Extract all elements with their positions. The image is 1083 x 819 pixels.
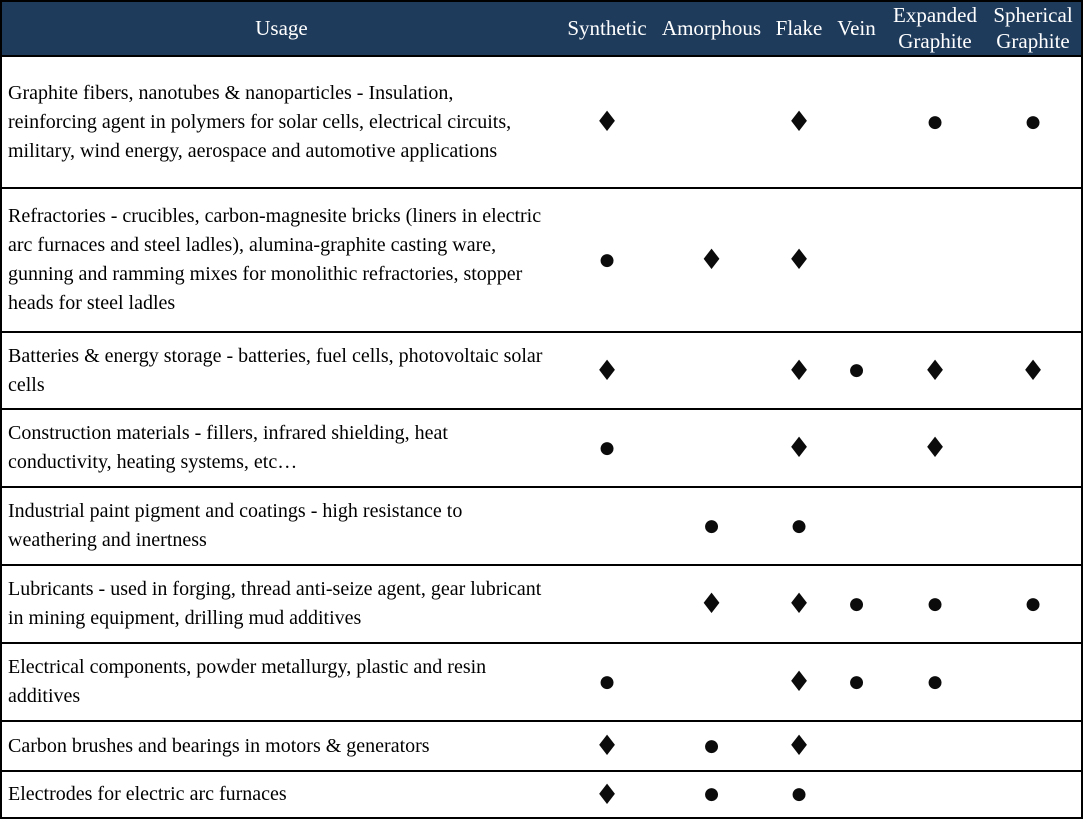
circle-marker-icon: ● — [849, 360, 864, 380]
marker-cell — [561, 566, 653, 642]
marker-cell — [828, 722, 885, 770]
marker-cell — [561, 722, 653, 770]
usage-cell — [2, 189, 561, 331]
column-header-amorphous-label: Amorphous — [661, 15, 762, 40]
marker-cell — [770, 772, 828, 817]
usage-text: Electrical components, powder metallurgy, plastic and resin additives — [8, 656, 487, 707]
marker-cell — [885, 488, 985, 564]
column-header-usage — [2, 2, 561, 55]
diamond-marker-icon: ♦ — [698, 243, 725, 276]
marker-cell — [985, 57, 1081, 187]
usage-text: Graphite fibers, nanotubes & nanoparticles - Insulation, reinforcing agent in polymers for solar cells, electrical circuits, military, wind energy, aerospace and automotive applications — [8, 81, 512, 162]
marker-cell — [561, 488, 653, 564]
diamond-marker-icon: ♦ — [786, 587, 812, 620]
table-row — [2, 333, 1081, 410]
diamond-marker-icon: ♦ — [786, 243, 812, 276]
marker-cell — [885, 333, 985, 408]
usage-text: Industrial paint pigment and coatings - high resistance to weathering and inertness — [8, 500, 463, 551]
marker-cell — [885, 566, 985, 642]
diamond-marker-icon: ♦ — [786, 665, 812, 698]
diamond-marker-icon: ♦ — [594, 777, 620, 811]
column-header-synthetic-label: Synthetic — [567, 15, 647, 40]
usage-text: Carbon brushes and bearings in motors & generators — [8, 734, 430, 757]
marker-cell — [561, 333, 653, 408]
marker-cell — [561, 189, 653, 331]
table-body — [2, 57, 1081, 817]
marker-cell — [770, 722, 828, 770]
column-header-usage-label: Usage — [255, 15, 308, 40]
circle-marker-icon: ● — [704, 515, 719, 536]
marker-cell — [828, 333, 885, 408]
circle-marker-icon: ● — [927, 671, 943, 692]
marker-cell — [828, 410, 885, 486]
usage-text: Lubricants - used in forging, thread anti-seize agent, gear lubricant in mining equipment, drilling mud additives — [8, 578, 542, 629]
table-header-row — [2, 2, 1081, 57]
diamond-marker-icon: ♦ — [922, 431, 948, 464]
usage-text: Electrodes for electric arc furnaces — [8, 783, 287, 805]
diamond-marker-icon: ♦ — [786, 353, 812, 387]
marker-cell — [985, 722, 1081, 770]
table-row — [2, 566, 1081, 644]
usage-text: Refractories - crucibles, carbon-magnesite bricks (liners in electric arc furnaces and steel ladles), alumina-graphite casting ware, gunning and ramming mixes for monolithic refractories, stopper heads for steel ladles — [8, 205, 542, 314]
table-row — [2, 722, 1081, 772]
marker-cell — [561, 772, 653, 817]
marker-cell — [828, 488, 885, 564]
marker-cell — [561, 644, 653, 720]
column-header-flake-label: Flake — [775, 15, 823, 40]
usage-cell — [2, 772, 561, 817]
marker-cell — [770, 189, 828, 331]
marker-cell — [885, 189, 985, 331]
column-header-amorphous — [653, 2, 770, 55]
diamond-marker-icon: ♦ — [594, 353, 620, 387]
diamond-marker-icon: ♦ — [594, 729, 620, 762]
circle-marker-icon: ● — [791, 515, 807, 536]
table-row — [2, 410, 1081, 488]
marker-cell — [770, 57, 828, 187]
marker-cell — [885, 772, 985, 817]
marker-cell — [770, 566, 828, 642]
marker-cell — [770, 488, 828, 564]
column-header-spherical-graphite — [985, 2, 1081, 55]
marker-cell — [653, 189, 770, 331]
marker-cell — [985, 189, 1081, 331]
diamond-marker-icon: ♦ — [786, 729, 812, 762]
marker-cell — [653, 722, 770, 770]
marker-cell — [561, 410, 653, 486]
usage-cell — [2, 410, 561, 486]
marker-cell — [653, 644, 770, 720]
diamond-marker-icon: ♦ — [922, 353, 948, 387]
column-header-expanded-graphite — [885, 2, 985, 55]
column-header-vein — [828, 2, 885, 55]
diamond-marker-icon: ♦ — [594, 105, 620, 138]
diamond-marker-icon: ♦ — [786, 431, 812, 464]
circle-marker-icon: ● — [704, 784, 719, 804]
marker-cell — [653, 772, 770, 817]
marker-cell — [653, 57, 770, 187]
marker-cell — [828, 189, 885, 331]
column-header-spherical-graphite-label: Spherical Graphite — [993, 2, 1073, 53]
marker-cell — [828, 566, 885, 642]
circle-marker-icon: ● — [1025, 111, 1041, 132]
marker-cell — [985, 333, 1081, 408]
usage-cell — [2, 488, 561, 564]
table-row — [2, 57, 1081, 189]
usage-cell — [2, 722, 561, 770]
marker-cell — [985, 488, 1081, 564]
marker-cell — [985, 644, 1081, 720]
usage-cell — [2, 57, 561, 187]
marker-cell — [985, 410, 1081, 486]
table-row — [2, 772, 1081, 817]
diamond-marker-icon: ♦ — [786, 105, 812, 138]
usage-text: Construction materials - fillers, infrared shielding, heat conductivity, heating systems, etc… — [8, 422, 448, 473]
marker-cell — [985, 772, 1081, 817]
circle-marker-icon: ● — [599, 437, 615, 458]
column-header-synthetic — [561, 2, 653, 55]
circle-marker-icon: ● — [704, 735, 719, 756]
diamond-marker-icon: ♦ — [698, 587, 725, 620]
marker-cell — [885, 57, 985, 187]
table-row — [2, 189, 1081, 333]
marker-cell — [653, 333, 770, 408]
diamond-marker-icon: ♦ — [1020, 353, 1046, 387]
circle-marker-icon: ● — [849, 671, 864, 692]
marker-cell — [885, 722, 985, 770]
marker-cell — [653, 566, 770, 642]
marker-cell — [653, 410, 770, 486]
circle-marker-icon: ● — [927, 593, 943, 614]
marker-cell — [885, 644, 985, 720]
marker-cell — [985, 566, 1081, 642]
circle-marker-icon: ● — [849, 593, 864, 614]
marker-cell — [561, 57, 653, 187]
column-header-expanded-graphite-label: Expanded Graphite — [893, 2, 977, 53]
usage-cell — [2, 644, 561, 720]
circle-marker-icon: ● — [599, 249, 615, 270]
marker-cell — [828, 57, 885, 187]
circle-marker-icon: ● — [927, 111, 943, 132]
marker-cell — [885, 410, 985, 486]
circle-marker-icon: ● — [1025, 593, 1041, 614]
marker-cell — [770, 333, 828, 408]
marker-cell — [770, 644, 828, 720]
marker-cell — [653, 488, 770, 564]
usage-cell — [2, 566, 561, 642]
marker-cell — [828, 772, 885, 817]
marker-cell — [770, 410, 828, 486]
circle-marker-icon: ● — [791, 784, 807, 804]
usage-cell — [2, 333, 561, 408]
column-header-vein-label: Vein — [837, 15, 876, 40]
usage-text: Batteries & energy storage - batteries, fuel cells, photovoltaic solar cells — [8, 344, 543, 396]
circle-marker-icon: ● — [599, 671, 615, 692]
table-row — [2, 488, 1081, 566]
marker-cell — [828, 644, 885, 720]
column-header-flake — [770, 2, 828, 55]
table-row — [2, 644, 1081, 722]
